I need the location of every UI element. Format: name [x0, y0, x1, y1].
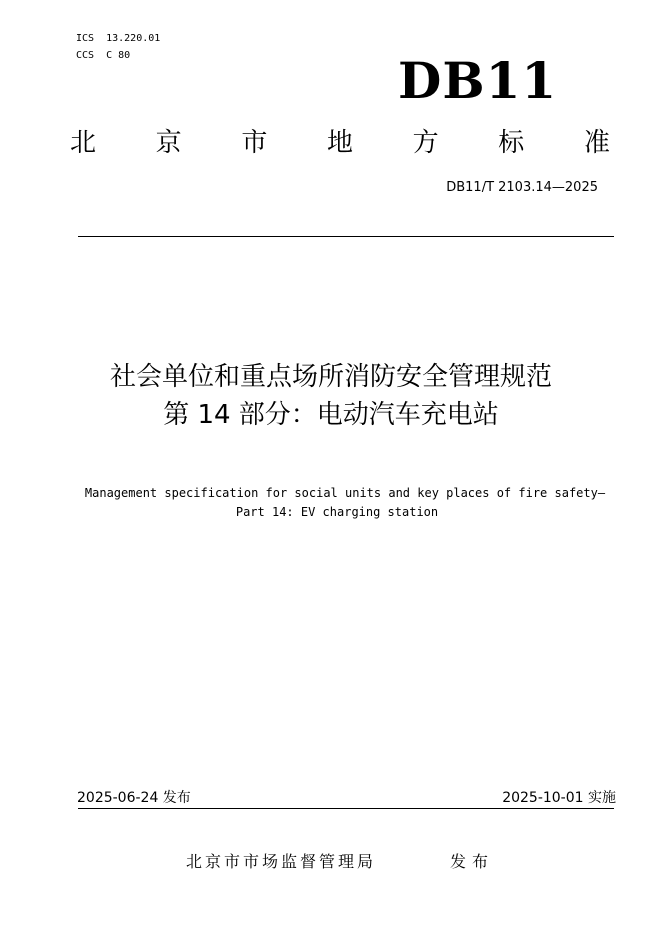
issue-date: 2025-06-24 发布 [77, 790, 191, 806]
standard-type-heading [70, 126, 610, 160]
standard-type-char: 市 [241, 128, 268, 158]
issue-label: 发布 [450, 852, 495, 871]
top-divider [78, 236, 614, 237]
title-english-line1: Management specification for social units and key places of fire safety— [84, 486, 606, 500]
standard-type-char: 准 [583, 128, 610, 158]
implementation-date: 2025-10-01 实施 [502, 790, 616, 806]
title-english-line2: Part 14: EV charging station [235, 505, 439, 519]
ics-code: ICS 13.220.01 [76, 33, 161, 44]
issuing-authority: 北京市市场监督管理局 [186, 852, 377, 871]
standard-type-char: 标 [498, 128, 525, 158]
bottom-divider [78, 808, 614, 809]
title-chinese-line2: 第 14 部分：电动汽车充电站 [163, 400, 499, 430]
db11-logo: DB11 [398, 51, 558, 110]
ccs-code: CCS C 80 [76, 50, 131, 61]
standard-type-char: 方 [412, 128, 439, 158]
standard-number: DB11/T 2103.14—2025 [446, 180, 598, 195]
standard-type-char: 京 [155, 128, 182, 158]
title-chinese-line1: 社会单位和重点场所消防安全管理规范 [109, 362, 552, 392]
standard-type-char: 北 [70, 128, 97, 158]
standard-type-char: 地 [326, 128, 353, 158]
